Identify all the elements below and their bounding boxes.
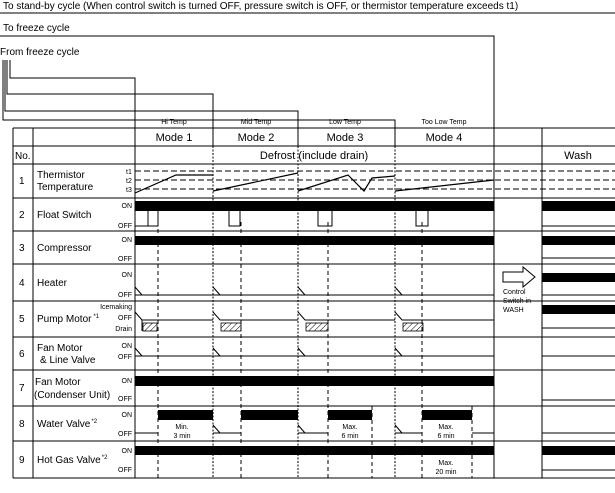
svg-text:ON: ON <box>121 237 132 244</box>
pump-drain-label: Drain <box>115 326 132 333</box>
from-freeze-label: From freeze cycle <box>0 47 80 58</box>
row-no-2: 2 <box>19 210 25 221</box>
pump-drain-hatch <box>143 323 423 331</box>
t1-label: t1 <box>126 169 132 176</box>
standby-note: To stand-by cycle (When control switch is turned OFF, pressure switch is OFF, or thermistor temperature exceeds t1) <box>3 1 519 12</box>
hot-gas-valve-note: *2 <box>101 455 108 461</box>
event-markers <box>158 222 472 478</box>
row-no-5: 5 <box>19 314 25 325</box>
svg-text:OFF: OFF <box>118 354 132 361</box>
water-valve-min-1: Min. <box>175 424 189 431</box>
row-name-pump-motor: Pump Motor $^{*1}$ <box>37 314 100 325</box>
row-name-compressor: Compressor <box>37 243 92 254</box>
svg-text:OFF: OFF <box>118 467 132 474</box>
control-switch-l1: Control <box>503 289 526 296</box>
mode-boundaries <box>213 146 395 478</box>
svg-text:OFF: OFF <box>118 256 132 263</box>
svg-text:OFF: OFF <box>118 396 132 403</box>
water-valve-max-b1: Max. <box>438 424 454 431</box>
water-valve-note: *2 <box>91 419 98 425</box>
mode1-label: Mode 1 <box>155 132 193 144</box>
hot-gas-max-2: 20 min <box>435 469 457 476</box>
row-no-8: 8 <box>19 419 25 430</box>
row-name-fan-motor-cond: Fan Motor <box>35 377 81 388</box>
svg-text:ON: ON <box>121 412 132 419</box>
svg-text:ON: ON <box>121 272 132 279</box>
row-no-7: 7 <box>19 383 25 394</box>
row-name-thermistor: Thermistor <box>37 170 85 181</box>
row-name-fan-motor: Fan Motor <box>37 343 83 354</box>
from-freeze-branches <box>3 60 395 128</box>
svg-text:ON: ON <box>121 378 132 385</box>
row-name-heater: Heater <box>37 278 68 289</box>
pump-icemaking-label: Icemaking <box>100 304 132 311</box>
svg-text:OFF: OFF <box>118 223 132 230</box>
mode3-label: Mode 3 <box>326 132 364 144</box>
row-no-6: 6 <box>19 349 25 360</box>
mode-transitions <box>135 236 402 455</box>
mode4-temp: Too Low Temp <box>421 119 467 126</box>
thermistor-levels <box>135 171 615 189</box>
water-valve-max-a2: 6 min <box>341 433 359 440</box>
mode3-temp: Low Temp <box>329 119 361 126</box>
row-no-4: 4 <box>19 278 25 289</box>
row-name-float-switch: Float Switch <box>37 210 92 221</box>
mode4-label: Mode 4 <box>425 132 463 144</box>
state-labels <box>118 203 132 474</box>
thermistor-curves <box>135 173 494 193</box>
wash-arrow-icon <box>503 267 535 287</box>
wash-header: Wash <box>564 150 592 162</box>
svg-text:ON: ON <box>121 448 132 455</box>
mode2-temp: Mid Temp <box>240 119 272 126</box>
svg-text:ON: ON <box>121 203 132 210</box>
t2-label: t2 <box>126 178 132 185</box>
water-valve-max-a1: Max. <box>342 424 358 431</box>
row-no-3: 3 <box>19 243 25 254</box>
defrost-header: Defrost (include drain) <box>259 150 369 162</box>
row-no-9: 9 <box>19 455 25 466</box>
svg-text:OFF: OFF <box>118 292 132 299</box>
water-valve-max-b2: 6 min <box>437 433 455 440</box>
control-switch-l2: Switch in <box>503 298 532 305</box>
t3-label: t3 <box>126 187 132 194</box>
off-baselines <box>135 226 615 470</box>
row-name-line-valve: & Line Valve <box>40 355 96 366</box>
mode2-label: Mode 2 <box>237 132 275 144</box>
pump-motor-note: *1 <box>93 314 100 320</box>
to-freeze-label: To freeze cycle <box>3 23 70 34</box>
pump-off-label: OFF <box>118 315 132 322</box>
hot-gas-max-1: Max. <box>438 460 454 467</box>
svg-text:ON: ON <box>121 343 132 350</box>
row-name-thermistor-2: Temperature <box>37 182 94 193</box>
no-header: No. <box>15 151 31 162</box>
row-no-1: 1 <box>19 176 25 187</box>
row-name-water-valve: Water Valve$^{*2}$ <box>37 419 98 430</box>
row-name-hot-gas-valve: Hot Gas Valve$^{*2}$ <box>37 455 108 466</box>
svg-text:OFF: OFF <box>118 431 132 438</box>
mode1-temp: Hi Temp <box>161 119 187 126</box>
float-switch-dips <box>148 211 428 226</box>
water-valve-min-2: 3 min <box>173 433 191 440</box>
control-switch-l3: WASH <box>503 307 524 314</box>
row-name-condenser-unit: (Condenser Unit) <box>34 390 111 401</box>
